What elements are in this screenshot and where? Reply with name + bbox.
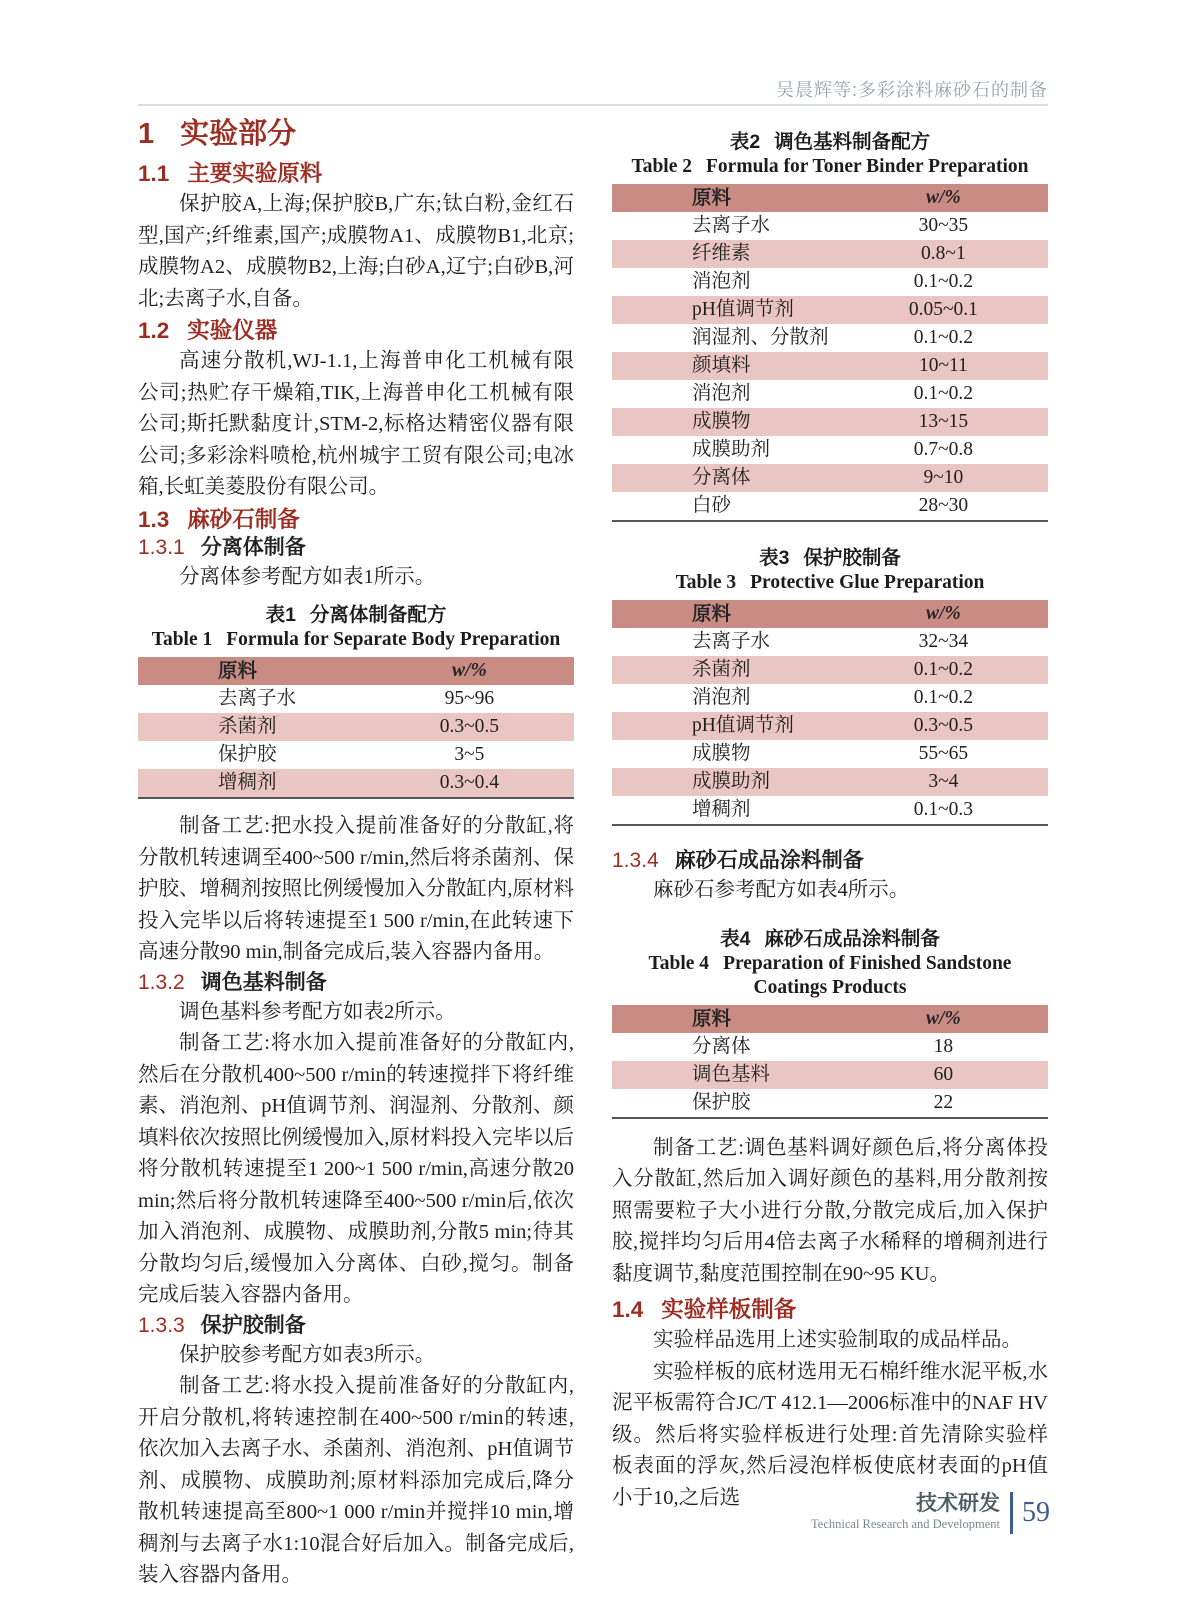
section-title: 实验仪器 (187, 318, 278, 343)
table-row (612, 1089, 1048, 1118)
table-row (612, 212, 1048, 240)
cell-value: 30~35 (918, 215, 969, 236)
table-row (612, 656, 1048, 684)
paragraph-toner-binder-process: 制备工艺:将水加入提前准备好的分散缸内,然后在分散机400~500 r/min的转速搅拌下将纤维素、消泡剂、pH值调节剂、润湿剂、分散剂、颜填料依次按照比例缓慢加入,原材料投入完毕以后将分散机转速提至1 200~1 500 r/min,高速分散20 min;然后将分散机转速降至400~500 r/min后,依次加入消泡剂、成膜物、成膜助剂,分散5 min;待其分散均匀后,缓慢加入分离体、白砂,搅匀。制备完成后装入容器内备用。 (138, 1032, 574, 1306)
section-heading-1-3-1 (138, 535, 574, 561)
cell-material: 成膜助剂 (612, 768, 839, 796)
table-label: 表1 (265, 604, 296, 626)
table4-caption-en (612, 952, 1048, 1000)
formula-table (612, 184, 1048, 522)
section-heading-1-3-3 (138, 1313, 574, 1339)
table-title: 分离体制备配方 (309, 604, 447, 626)
section-number: 1.3.1 (138, 535, 185, 559)
section-heading-1-3-2 (138, 970, 574, 996)
table-row (612, 628, 1048, 656)
table-row (612, 296, 1048, 324)
table-label: Table 4 (648, 952, 710, 974)
cell-material: 消泡剂 (692, 383, 751, 404)
cell-value: 0.7~0.8 (913, 439, 974, 460)
table3 (612, 600, 1048, 826)
table-row (612, 740, 1048, 768)
cell-value: 0.1~0.2 (839, 656, 1048, 684)
running-head: 吴晨辉等:多彩涂料麻砂石的制备 (776, 80, 1048, 100)
section-number: 1 (138, 118, 155, 150)
cell-material: 保护胶 (692, 1091, 751, 1113)
header-rule (138, 104, 1048, 106)
paragraph-table1-intro: 分离体参考配方如表1所示。 (179, 565, 436, 588)
section-number: 1.3.2 (138, 970, 185, 994)
table-title: Formula for Separate Body Preparation (226, 629, 561, 650)
cell-material: 杀菌剂 (612, 656, 839, 684)
table-row (612, 408, 1048, 436)
paragraph-separate-body-process: 制备工艺:把水投入提前准备好的分散缸,将分散机转速调至400~500 r/min,然后将杀菌剂、保护胶、增稠剂按照比例缓慢加入分散缸内,原材料投入完毕以后将转速提至1 500 r/min,在此转速下高速分散90 min,制备完成后,装入容器内备用。 (138, 815, 574, 963)
paragraph-sample-selection: 实验样品选用上述实验制取的成品样品。 (653, 1329, 1022, 1351)
page-footer (811, 1492, 1050, 1534)
cell-material: 成膜物 (612, 408, 839, 436)
cell-material: 增稠剂 (692, 799, 751, 820)
section-number: 1.3.4 (612, 849, 659, 872)
cell-value: 0.3~0.4 (365, 769, 574, 798)
cell-value: 18 (933, 1035, 954, 1057)
section-heading-1-2 (138, 317, 574, 344)
cell-value: 0.1~0.2 (913, 687, 974, 708)
cell-material: 润湿剂、分散剂 (692, 327, 829, 348)
cell-material: 成膜助剂 (692, 439, 771, 460)
cell-value: 10~11 (839, 352, 1048, 380)
column-header-weight-percent: w/% (839, 1005, 1048, 1033)
section-number: 1.4 (612, 1297, 644, 1322)
cell-value: 28~30 (918, 495, 969, 516)
cell-material: 去离子水 (692, 215, 771, 236)
table-row (138, 769, 574, 798)
table2-block (612, 130, 1048, 522)
cell-value: 0.3~0.5 (839, 712, 1048, 740)
paragraph-instruments: 高速分散机,WJ-1.1,上海普申化工机械有限公司;热贮存干燥箱,TIK,上海普申化工机械有限公司;斯托默黏度计,STM-2,标格达精密仪器有限公司;多彩涂料喷枪,杭州城宇工贸有限公司;电冰箱,长虹美菱股份有限公司。 (138, 350, 574, 498)
table-row (612, 1033, 1048, 1061)
footer-divider-bar (1010, 1492, 1013, 1534)
paragraph-sample-board: 实验样板的底材选用无石棉纤维水泥平板,水泥平板需符合JC/T 412.1—2006标准中的NAF HV级。然后将实验样板进行处理:首先清除实验样板表面的浮灰,然后浸泡样板使底材表面的pH值小于10,之后选 (612, 1360, 1048, 1509)
column-header-weight-percent: w/% (839, 184, 1048, 212)
table3-caption-cn (612, 546, 1048, 571)
table4 (612, 1005, 1048, 1119)
table2-caption-cn (612, 130, 1048, 155)
paragraph-protective-glue-process: 制备工艺:将水投入提前准备好的分散缸内,开启分散机,将转速控制在400~500 r/min的转速,依次加入去离子水、杀菌剂、消泡剂、pH值调节剂、成膜物、成膜助剂;原材料添加完成后,降分散机转速提高至800~1 000 r/min并搅拌10 min,增稠剂与去离子水1:10混合好后加入。制备完成后,装入容器内备用。 (138, 1375, 574, 1586)
table2-caption-en (612, 155, 1048, 179)
table-row (138, 741, 574, 769)
section-title: 麻砂石制备 (187, 506, 300, 532)
paragraph-materials: 保护胶A,上海;保护胶B,广东;钛白粉,金红石型,国产;纤维素,国产;成膜物A1、成膜物B1,北京;成膜物A2、成膜物B2,上海;白砂A,辽宁;白砂B,河北;去离子水,自备。 (138, 193, 574, 310)
table-label: 表4 (720, 927, 751, 950)
section-heading-1-3-4 (612, 848, 1048, 874)
column-header-weight-percent: w/% (365, 657, 574, 685)
table-header-row (612, 600, 1048, 628)
section-heading-1-3 (138, 506, 574, 533)
table1 (138, 657, 574, 799)
paragraph-table2-intro: 调色基料参考配方如表2所示。 (179, 1000, 456, 1023)
table-title: 麻砂石成品涂料制备 (764, 927, 940, 950)
table-row (612, 684, 1048, 712)
section-number: 1.3 (138, 506, 170, 532)
page-number: 59 (1022, 1497, 1050, 1528)
section-title: 调色基料制备 (200, 970, 327, 994)
formula-table (138, 657, 574, 799)
footer-section-labels (811, 1492, 1000, 1532)
cell-material: 白砂 (692, 495, 732, 516)
table-label: 表3 (759, 547, 790, 569)
cell-material: 调色基料 (612, 1061, 839, 1089)
table4-block (612, 927, 1048, 1119)
cell-material: 分离体 (692, 1035, 751, 1057)
cell-value: 3~5 (454, 744, 485, 765)
cell-value: 0.3~0.5 (365, 713, 574, 741)
cell-value: 0.1~0.2 (913, 383, 974, 404)
cell-value: 0.1~0.2 (913, 327, 974, 348)
table3-block (612, 546, 1048, 826)
cell-value: 3~4 (839, 768, 1048, 796)
cell-value: 95~96 (444, 688, 495, 709)
table-row (612, 324, 1048, 352)
table2 (612, 184, 1048, 522)
table-title: 调色基料制备配方 (774, 131, 931, 153)
table-row (612, 492, 1048, 521)
cell-material: 颜填料 (612, 352, 839, 380)
paragraph-table3-intro: 保护胶参考配方如表3所示。 (179, 1343, 436, 1366)
column-header-material: 原料 (612, 1005, 839, 1033)
section-title: 实验部分 (180, 118, 297, 150)
table1-caption-cn (138, 603, 574, 628)
cell-value: 55~65 (918, 743, 969, 764)
cell-material: 消泡剂 (692, 687, 751, 708)
cell-value: 13~15 (839, 408, 1048, 436)
right-column (612, 130, 1048, 1514)
cell-value: 22 (933, 1091, 954, 1113)
table-title: 保护胶制备 (803, 547, 901, 569)
cell-material: pH值调节剂 (612, 712, 839, 740)
table-title: Preparation of Finished Sandstone Coatings Products (723, 952, 1012, 998)
cell-material: 分离体 (612, 464, 839, 492)
cell-material: 去离子水 (692, 631, 771, 652)
table-row (138, 713, 574, 741)
table-label: 表2 (729, 131, 761, 153)
cell-material: 增稠剂 (138, 769, 365, 798)
cell-material: pH值调节剂 (612, 296, 839, 324)
table1-caption-en (138, 628, 574, 652)
column-header-material: 原料 (138, 657, 365, 685)
table-header-row (612, 184, 1048, 212)
table-label: Table 1 (151, 629, 213, 650)
cell-material: 成膜物 (692, 743, 751, 764)
formula-table (612, 600, 1048, 826)
column-header-material: 原料 (612, 184, 839, 212)
cell-material: 保护胶 (218, 744, 277, 765)
table-title: Formula for Toner Binder Preparation (706, 156, 1029, 177)
cell-material: 纤维素 (612, 240, 839, 268)
section-heading-1-1 (138, 160, 574, 187)
table-row (612, 268, 1048, 296)
paragraph-finished-coating-process: 制备工艺:调色基料调好颜色后,将分离体投入分散缸,然后加入调好颜色的基料,用分散剂按照需要粒子大小进行分散,分散完成后,加入保护胶,搅拌均匀后用4倍去离子水稀释的增稠剂进行黏度调节,黏度范围控制在90~95 KU。 (612, 1136, 1048, 1285)
cell-value: 60 (839, 1061, 1048, 1089)
column-header-material: 原料 (612, 600, 839, 628)
cell-value: 0.1~0.2 (913, 271, 974, 292)
cell-material: 消泡剂 (692, 271, 751, 292)
table-label: Table 2 (631, 156, 693, 177)
cell-value: 9~10 (839, 464, 1048, 492)
section-title: 保护胶制备 (200, 1313, 306, 1337)
cell-material: 杀菌剂 (138, 713, 365, 741)
table-row (612, 464, 1048, 492)
footer-section-en: Technical Research and Development (811, 1517, 1000, 1531)
left-column (138, 116, 574, 1592)
table-header-row (138, 657, 574, 685)
section-title: 麻砂石成品涂料制备 (674, 849, 864, 872)
section-heading-1 (138, 116, 574, 152)
table4-caption-cn (612, 927, 1048, 952)
section-number: 1.2 (138, 318, 170, 343)
table-row (612, 768, 1048, 796)
table-row (612, 240, 1048, 268)
table1-block (138, 603, 574, 799)
table-title: Protective Glue Preparation (750, 572, 985, 593)
table-row (612, 712, 1048, 740)
table-row (612, 1061, 1048, 1089)
formula-table (612, 1005, 1048, 1119)
paragraph-table4-intro: 麻砂石参考配方如表4所示。 (653, 879, 910, 901)
section-number: 1.1 (138, 161, 170, 186)
cell-value: 0.8~1 (839, 240, 1048, 268)
cell-value: 0.05~0.1 (839, 296, 1048, 324)
section-heading-1-4 (612, 1296, 1048, 1323)
table3-caption-en (612, 571, 1048, 595)
cell-value: 32~34 (918, 631, 969, 652)
section-title: 分离体制备 (200, 535, 306, 559)
table-row (612, 380, 1048, 408)
table-row (612, 796, 1048, 825)
table-header-row (612, 1005, 1048, 1033)
section-title: 实验样板制备 (661, 1297, 797, 1322)
cell-material: 去离子水 (218, 688, 297, 709)
section-title: 主要实验原料 (187, 161, 323, 186)
column-header-weight-percent: w/% (839, 600, 1048, 628)
table-row (612, 352, 1048, 380)
table-row (138, 685, 574, 713)
table-row (612, 436, 1048, 464)
section-number: 1.3.3 (138, 1313, 185, 1337)
footer-section-cn: 技术研发 (916, 1492, 1000, 1515)
table-label: Table 3 (675, 572, 737, 593)
cell-value: 0.1~0.3 (913, 799, 974, 820)
